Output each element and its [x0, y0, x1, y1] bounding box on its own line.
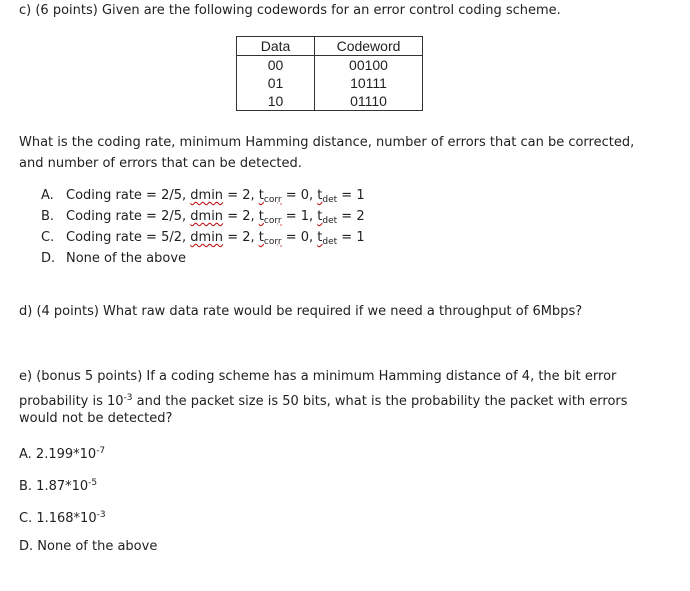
codeword-table: [236, 36, 423, 111]
table-cell: 10111: [315, 74, 423, 92]
column-header-codeword: Codeword: [315, 37, 423, 56]
option-text: = 2,: [223, 188, 259, 203]
answer-a: A. $2.199*10^{-7}$: [19, 446, 106, 462]
option-label: C.: [41, 230, 55, 245]
tdet-term: $t_{det}$: [317, 209, 338, 226]
option-text: = 2,: [223, 209, 259, 224]
part-e-question-line1: e) (bonus 5 points) If a coding scheme has a minimum Hamming distance of 4, the bit error: [19, 369, 617, 384]
exponent: -3: [96, 510, 106, 520]
part-e-question-line2: probability is $10^{-3}$ and the packet size is 50 bits, what is the probability the packet with errors: [19, 393, 628, 409]
option-text: None of the above: [66, 251, 187, 266]
option-text: Coding rate = 2/5,: [66, 209, 191, 224]
exponent: -3: [123, 393, 133, 403]
tdet-term: $t_{det}$: [317, 188, 338, 205]
option-text: = 1,: [281, 209, 318, 224]
table-row: [237, 92, 423, 111]
part-c-header: c) (6 points) Given are the following codewords for an error control coding scheme.: [19, 3, 561, 18]
table-cell: 01: [237, 74, 315, 92]
table-cell: 00: [237, 56, 315, 75]
table-cell: 00100: [315, 56, 423, 75]
tcorr-term: $t_{corr}$: [258, 230, 282, 247]
option-label: A.: [41, 188, 54, 203]
option-d: [41, 249, 186, 269]
answer-b: B. $1.87*10^{-5}$: [19, 478, 98, 494]
exponent: -7: [96, 446, 106, 456]
part-c-question-line1: What is the coding rate, minimum Hamming distance, number of errors that can be corrected,: [19, 135, 635, 150]
dmin-term: dmin: [190, 188, 224, 203]
option-label: B.: [41, 209, 55, 224]
option-text: Coding rate = 5/2,: [66, 230, 191, 245]
part-d-question: d) (4 points) What raw data rate would be required if we need a throughput of 6Mbps?: [19, 304, 583, 319]
part-c-question-line2: and number of errors that can be detected.: [19, 156, 302, 171]
option-text: = 1: [337, 230, 365, 245]
tdet-term: $t_{det}$: [317, 230, 338, 247]
exponent: -5: [88, 478, 98, 488]
dmin-term: dmin: [190, 209, 224, 224]
table-row: [237, 56, 423, 75]
column-header-data: Data: [237, 37, 315, 56]
table-row: [237, 74, 423, 92]
option-text: = 0,: [281, 230, 318, 245]
tcorr-term: $t_{corr}$: [258, 209, 282, 226]
table-cell: 01110: [315, 92, 423, 111]
option-text: = 1: [337, 188, 365, 203]
option-label: D.: [41, 251, 56, 266]
table-cell: 10: [237, 92, 315, 111]
option-text: = 2,: [223, 230, 259, 245]
answer-c: C. $1.168*10^{-3}$: [19, 510, 106, 526]
option-text: = 2: [337, 209, 365, 224]
answer-d: D. None of the above: [19, 539, 158, 554]
option-text: Coding rate = 2/5,: [66, 188, 191, 203]
tcorr-term: $t_{corr}$: [258, 188, 282, 205]
dmin-term: dmin: [190, 230, 224, 245]
table-header-row: [237, 37, 423, 56]
option-text: = 0,: [281, 188, 318, 203]
part-e-question-line3: would not be detected?: [19, 411, 173, 426]
